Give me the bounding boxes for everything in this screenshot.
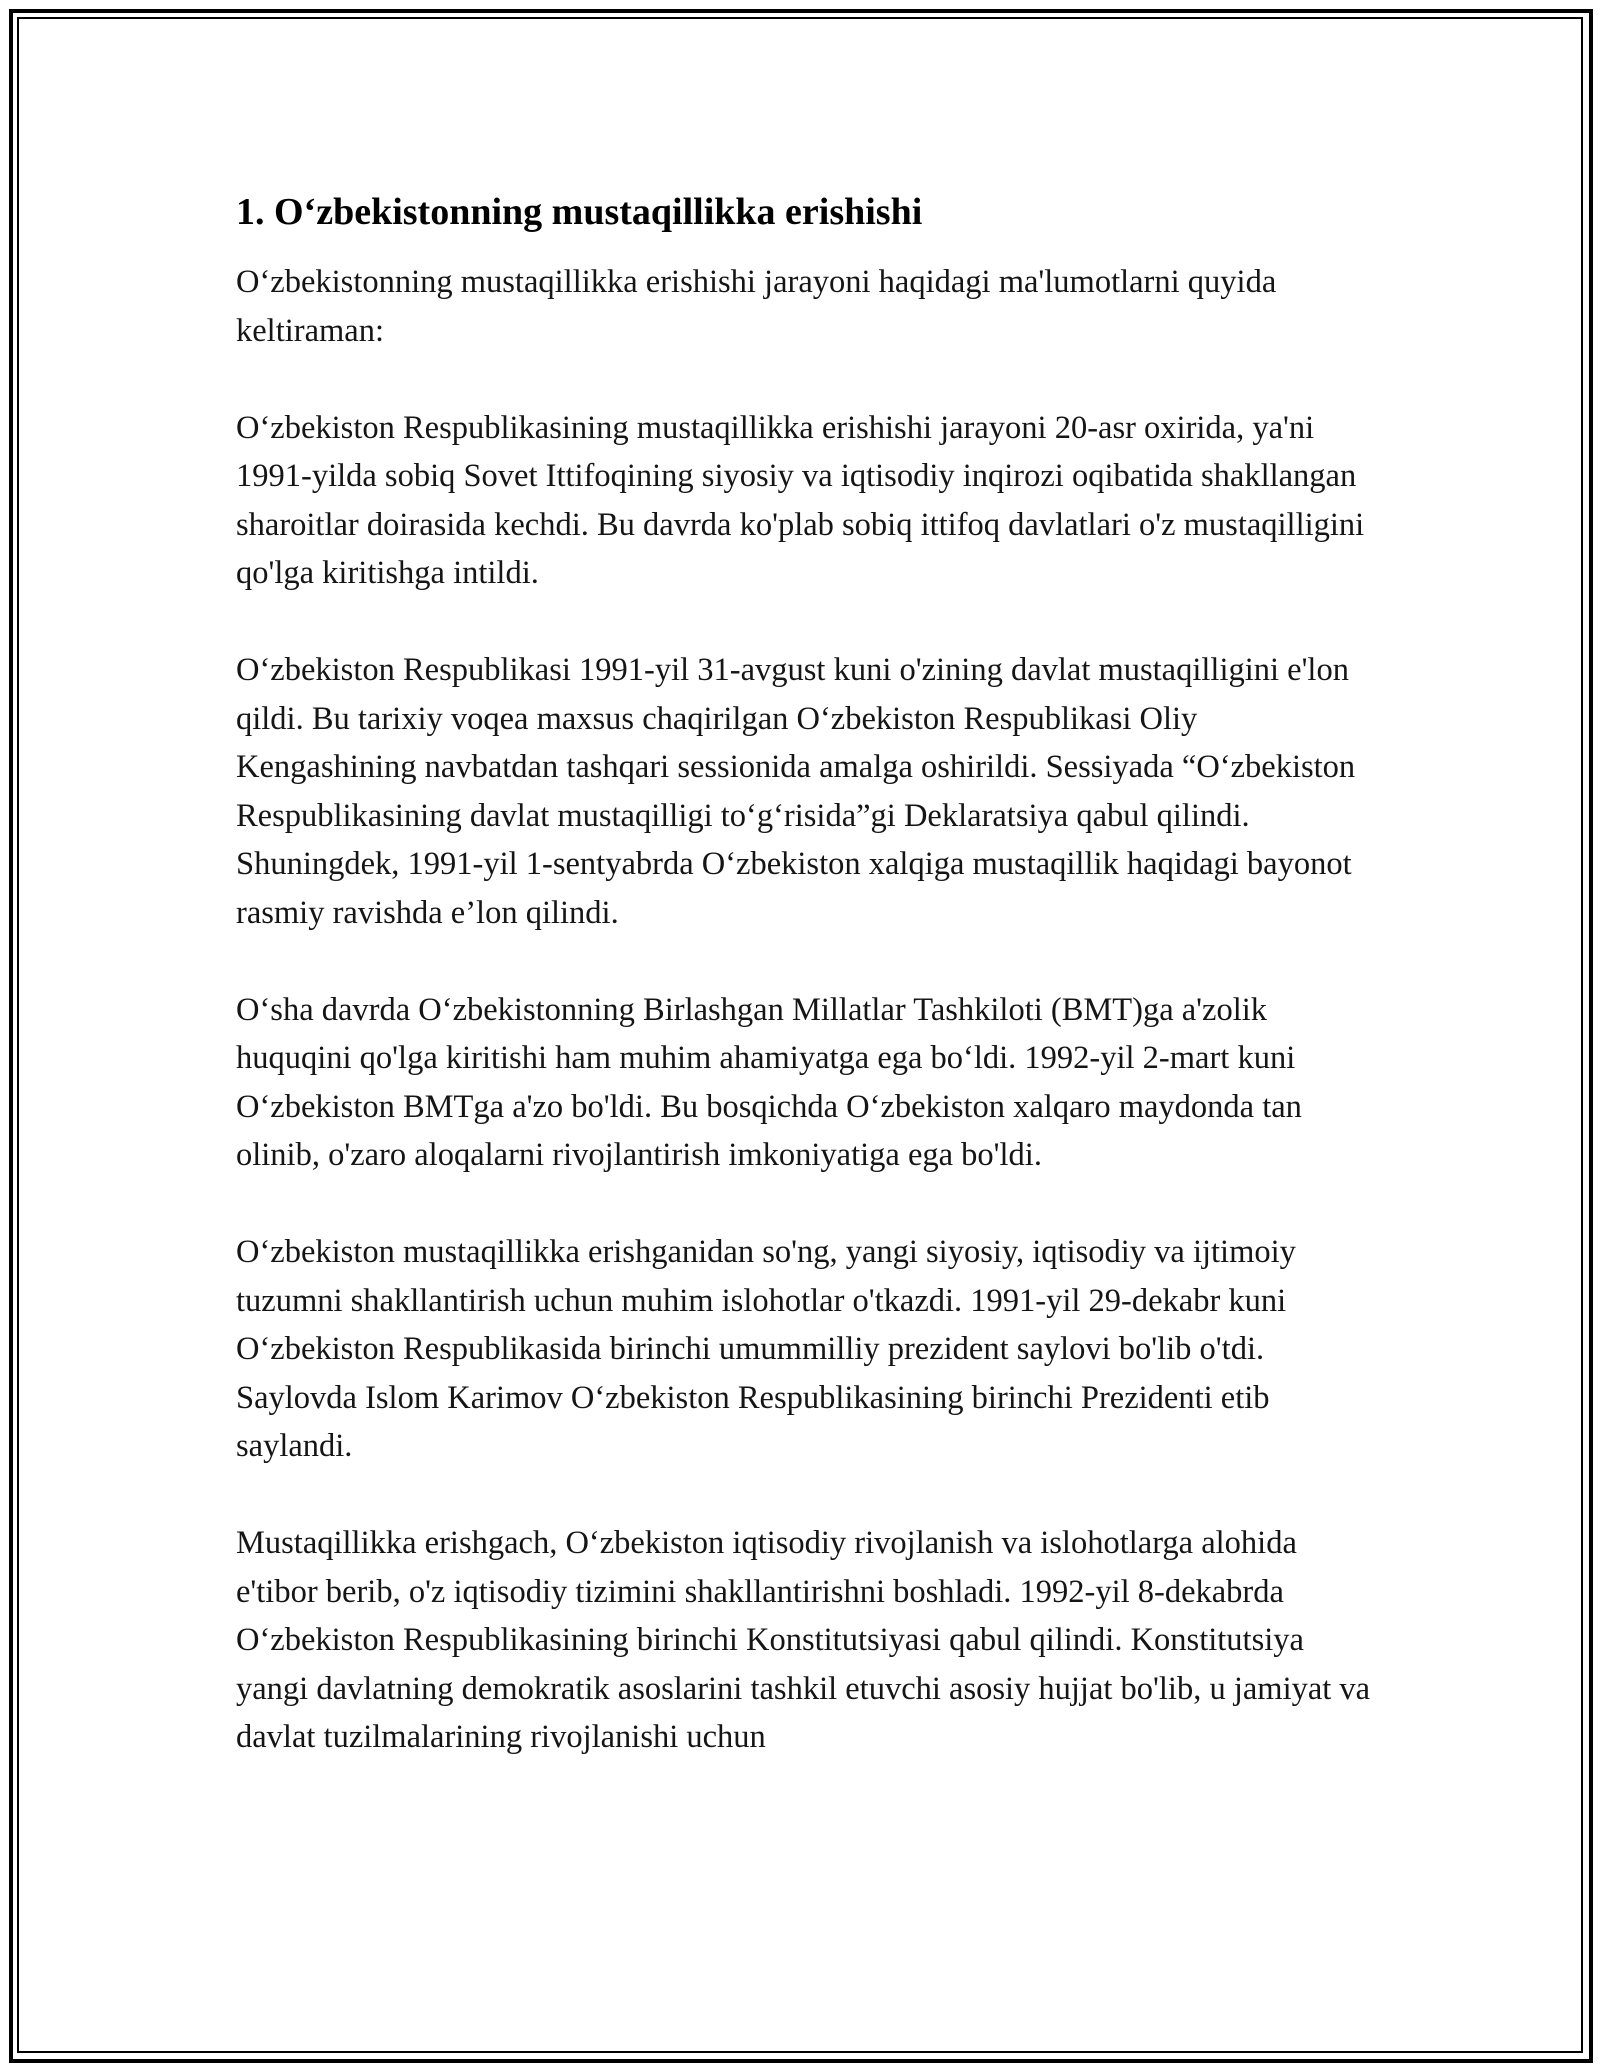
- paragraph-background: O‘zbekiston Respublikasining mustaqillikka erishishi jarayoni 20-asr oxirida, ya'ni 1991-yilda sobiq Sovet Ittifoqining siyosiy va iqtisodiy inqirozi oqibatida shakllangan sharoitlar doirasida kechdi. Bu davrda ko'plab sobiq ittifoq davlatlari o'z mustaqilligini qo'lga kiritishga intildi.: [236, 409, 1365, 591]
- intro-paragraph: O‘zbekistonning mustaqillikka erishishi jarayoni haqidagi ma'lumotlarni quyida keltiraman:: [236, 264, 1277, 349]
- paragraph-constitution: Mustaqillikka erishgach, O‘zbekiston iqtisodiy rivojlanish va islohotlarga alohida e'tibor berib, o'z iqtisodiy tizimini shakllantirishni boshladi. 1992-yil 8-dekabrda O‘zbekiston Respublikasining birinchi Konstitutsiyasi qabul qilindi. Konstitutsiya yangi davlatning demokratik asoslarini tashkil etuvchi asosiy hujjat bo'lib, u jamiyat va davlat tuzilmalarining rivojlanishi uchun: [236, 1525, 1371, 1755]
- document-body: [236, 184, 1376, 1762]
- paragraph-un-membership: O‘sha davrda O‘zbekistonning Birlashgan Millatlar Tashkiloti (BMT)ga a'zolik huquqini qo'lga kiritishi ham muhim ahamiyatga ega bo‘ldi. 1992-yil 2-mart kuni O‘zbekiston BMTga a'zo bo'ldi. Bu bosqichda O‘zbekiston xalqaro maydonda tan olinib, o'zaro aloqalarni rivojlantirish imkoniyatiga ega bo'ldi.: [236, 991, 1302, 1173]
- paragraph-declaration: O‘zbekiston Respublikasi 1991-yil 31-avgust kuni o'zining davlat mustaqilligini e'lon qildi. Bu tarixiy voqea maxsus chaqirilgan O‘zbekiston Respublikasi Oliy Kengashining navbatdan tashqari sessionida amalga oshirildi. Sessiyada “O‘zbekiston Respublikasining davlat mustaqilligi to‘g‘risida”gi Deklaratsiya qabul qilindi. Shuningdek, 1991-yil 1-sentyabrda O‘zbekiston xalqiga mustaqillik haqidagi bayonot rasmiy ravishda e’lon qilindi.: [236, 652, 1356, 931]
- paragraph-presidential-election: O‘zbekiston mustaqillikka erishganidan so'ng, yangi siyosiy, iqtisodiy va ijtimoiy tuzumni shakllantirish uchun muhim islohotlar o'tkazdi. 1991-yil 29-dekabr kuni O‘zbekiston Respublikasida birinchi umummilliy prezident saylovi bo'lib o'tdi. Saylovda Islom Karimov O‘zbekiston Respublikasining birinchi Prezidenti etib saylandi.: [236, 1234, 1296, 1464]
- section-heading: 1. O‘zbekistonning mustaqillikka erishishi: [236, 191, 923, 233]
